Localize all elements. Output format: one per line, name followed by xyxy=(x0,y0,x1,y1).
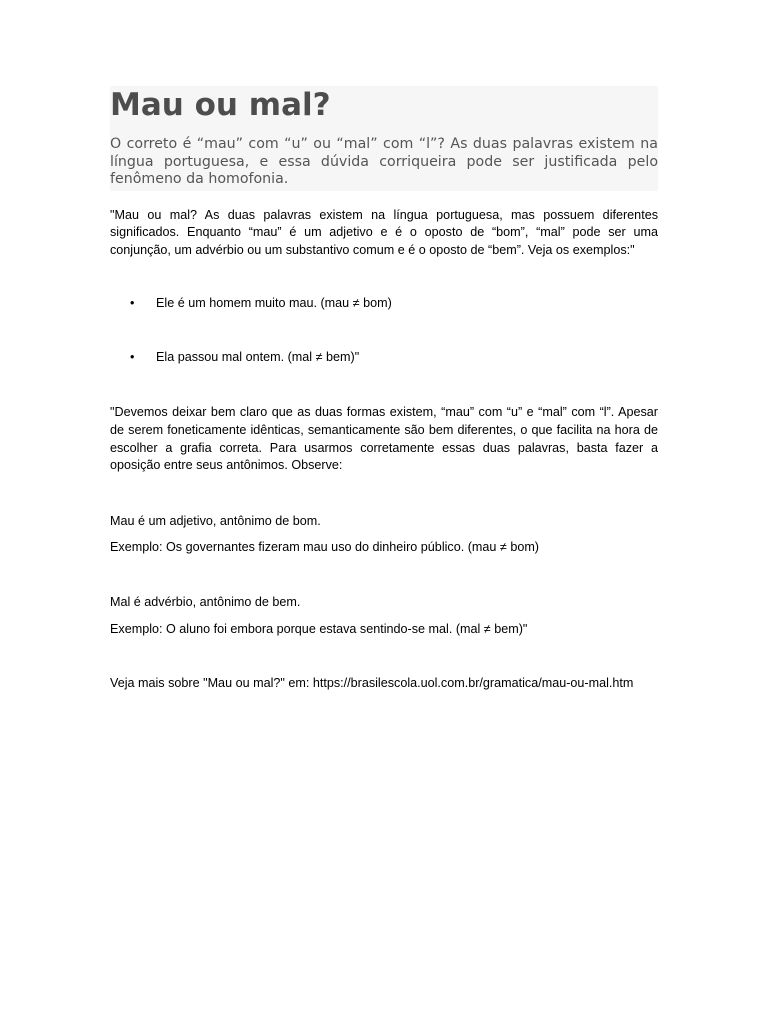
mal-definition: Mal é advérbio, antônimo de bem. xyxy=(110,595,301,610)
page-subtitle: O correto é “mau” com “u” ou “mal” com “l”? As duas palavras existem na língua portuguesa, e essa dúvida corriqueira pode ser justificada pelo fenômeno da homofonia. xyxy=(110,136,658,187)
header-box xyxy=(110,86,658,191)
list-item xyxy=(110,295,658,313)
list-item-text: Ela passou mal ontem. (mal ≠ bem)" xyxy=(156,349,360,364)
mau-example: Exemplo: Os governantes fizeram mau uso do dinheiro público. (mau ≠ bom) xyxy=(110,540,540,555)
document-page xyxy=(110,86,658,693)
mau-definition: Mau é um adjetivo, antônimo de bom. xyxy=(110,513,321,528)
mal-example: Exemplo: O aluno foi embora porque estava sentindo-se mal. (mal ≠ bem)" xyxy=(110,621,528,636)
bullet-icon: • xyxy=(130,296,135,311)
explanation-paragraph: "Devemos deixar bem claro que as duas formas existem, “mau” com “u” e “mal” com “l”. Apesar de serem foneticamente idênticas, semanticamente são bem diferentes, o que facilita na hora de escolher a grafia correta. Para usarmos corretamente essas duas palavras, basta fazer a oposição entre seus antônimos. Observe: xyxy=(110,405,658,473)
page-title: Mau ou mal? xyxy=(110,87,331,123)
bullet-icon: • xyxy=(130,349,135,364)
list-item-text: Ele é um homem muito mau. (mau ≠ bom) xyxy=(156,296,392,311)
source-link[interactable]: Veja mais sobre "Mau ou mal?" em: https://brasilescola.uol.com.br/gramatica/mau-ou-mal.htm xyxy=(110,676,634,691)
examples-list xyxy=(110,295,658,366)
list-item xyxy=(110,349,658,367)
intro-paragraph: "Mau ou mal? As duas palavras existem na língua portuguesa, mas possuem diferentes significados. Enquanto “mau” é um adjetivo e é o oposto de “bom”, “mal” pode ser uma conjunção, um advérbio ou um substantivo comum e é o oposto de “bem”. Veja os exemplos:" xyxy=(110,207,658,257)
